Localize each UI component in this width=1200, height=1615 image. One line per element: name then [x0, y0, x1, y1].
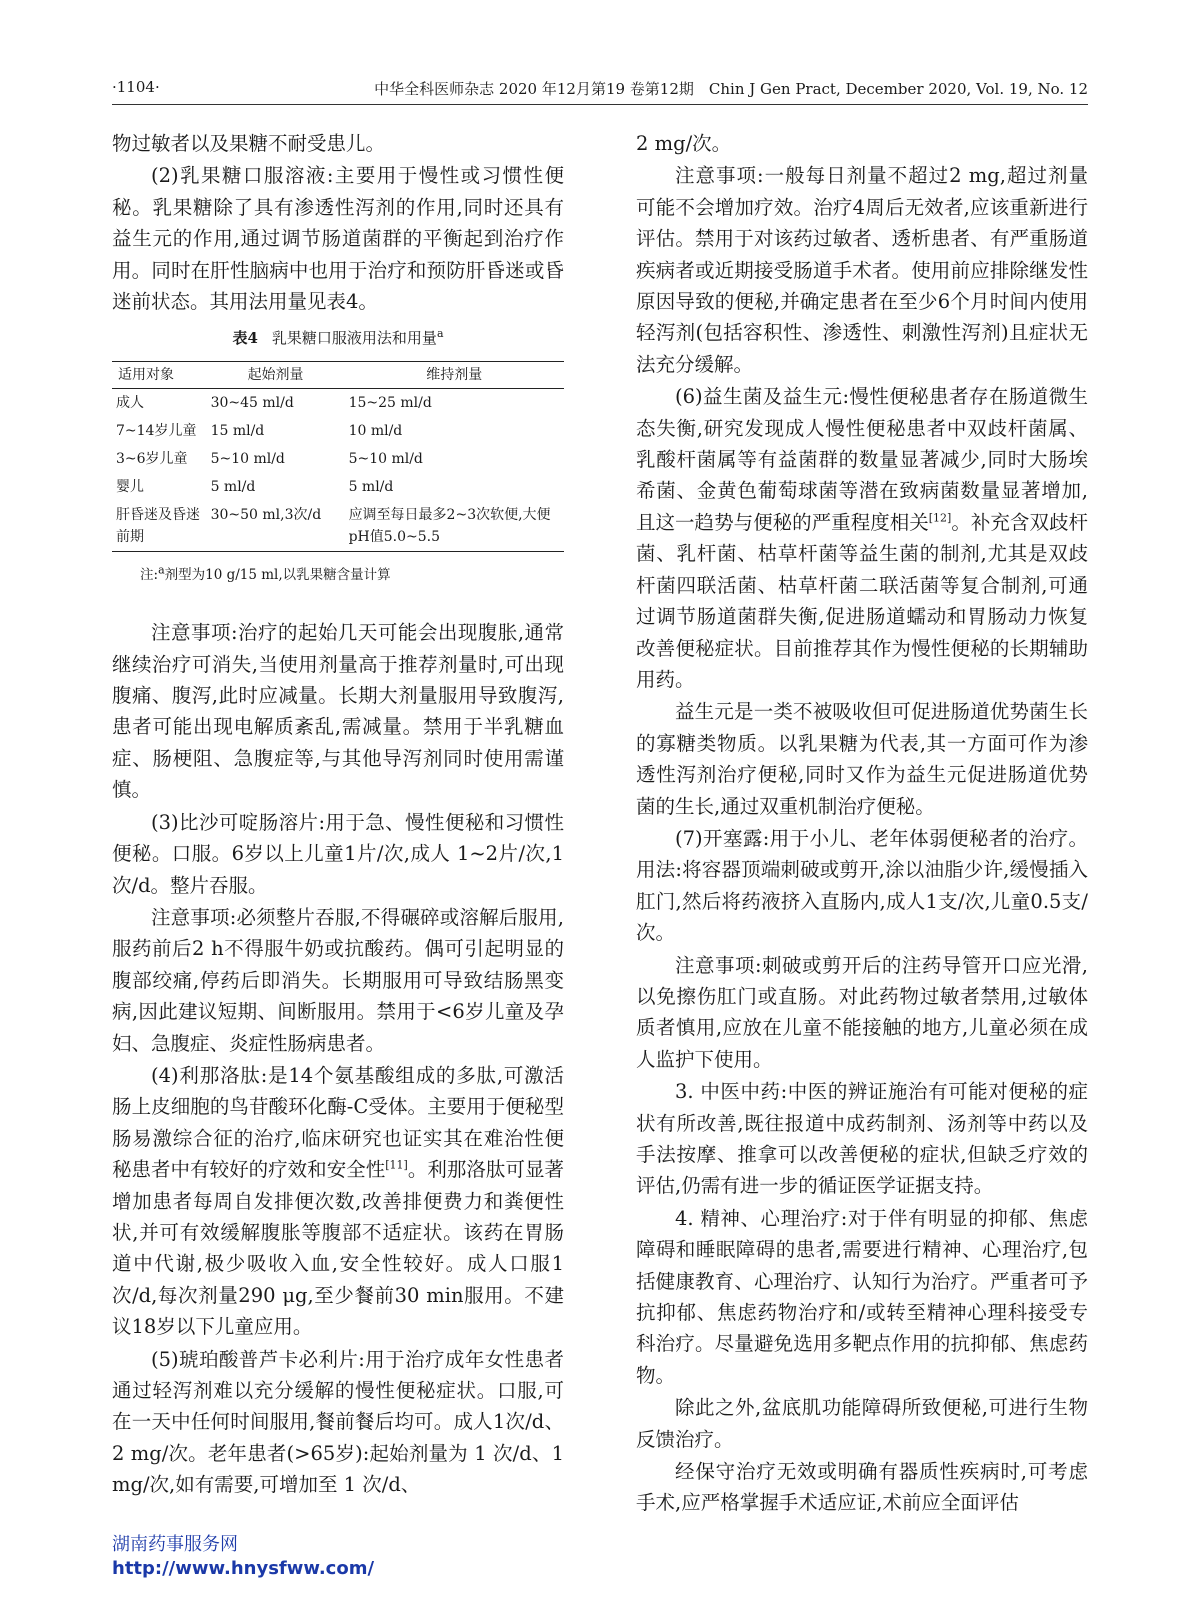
table-cell: 5 ml/d: [348, 478, 394, 495]
paragraph: [636, 381, 1088, 695]
citation-ref[interactable]: [11]: [385, 1158, 408, 1172]
paragraph: 2 mg/次。: [636, 132, 732, 155]
table-cell: 10 ml/d: [348, 422, 403, 439]
table-cell: 5~10 ml/d: [348, 450, 423, 467]
dosage-table: [112, 361, 564, 552]
footnote-mark: a: [436, 327, 444, 341]
site-watermark: [112, 1533, 374, 1581]
note-prefix: 注:: [140, 566, 159, 583]
paragraph: 注意事项:刺破或剪开后的注药导管开口应光滑,以免擦伤肛门或直肠。对此药物过敏者禁用,过敏体质者慎用,应放在儿童不能接触的地方,儿童必须在成人监护下使用。: [636, 953, 1088, 1071]
watermark-site-name: 湖南药事服务网: [112, 1534, 238, 1555]
paragraph: (7)开塞露:用于小儿、老年体弱便秘者的治疗。用法:将容器顶端刺破或剪开,涂以油脂少许,缓慢插入肛门,然后将药液挤入直肠内,成人1支/次,儿童0.5支/次。: [636, 826, 1088, 945]
table-cell: 5 ml/d: [210, 478, 256, 495]
column-header: 维持剂量: [345, 361, 564, 388]
table-row: [112, 417, 564, 445]
table-cell: 5~10 ml/d: [210, 450, 285, 467]
paragraph: (2)乳果糖口服溶液:主要用于慢性或习惯性便秘。乳果糖除了具有渗透性泻剂的作用,同时还具有益生元的作用,通过调节肠道菌群的平衡起到治疗作用。同时在肝性脑病中也用于治疗和预防肝昏迷或昏迷前状态。其用法用量见表4。: [112, 164, 564, 314]
table-row: [112, 445, 564, 473]
footnote-mark: a: [158, 563, 165, 577]
table-4: [112, 323, 564, 591]
table-cell: 婴儿: [116, 478, 144, 495]
paragraph: 注意事项:必须整片吞服,不得碾碎或溶解后服用,服药前后2 h不得服牛奶或抗酸药。偶可引起明显的腹部绞痛,停药后即消失。长期服用可导致结肠黑变病,因此建议短期、间断服用。禁用于<6岁儿童及孕妇、急腹症、炎症性肠病患者。: [112, 905, 564, 1055]
table-row: [112, 388, 564, 417]
paragraph: 3. 中医中药:中医的辨证施治有可能对便秘的症状有所改善,既往报道中成药制剂、汤剂等中药以及手法按摩、推拿可以改善便秘的症状,但缺乏疗效的评估,仍需有进一步的循证医学证据支持。: [636, 1080, 1088, 1198]
table-cell: 15 ml/d: [210, 422, 265, 439]
table-row: [112, 501, 564, 552]
text-run: (6)益生菌及益生元:慢性便秘患者存在肠道微生态失衡,研究发现成人慢性便秘患者中双歧杆菌属、乳酸杆菌属等有益菌群的数量显著减少,同时大肠埃希菌、金黄色葡萄球菌等潜在致病菌数量显著增加,且这一趋势与便秘的严重程度相关: [636, 385, 1088, 534]
right-column: [636, 128, 1088, 1520]
journal-citation: 中华全科医师杂志 2020 年12月第19 卷第12期 Chin J Gen Pract, December 2020, Vol. 19, No. 12: [374, 80, 1088, 98]
note-text: 剂型为10 g/15 ml,以乳果糖含量计算: [164, 566, 391, 583]
table-cell: 应调至每日最多2~3次软便,大便pH值5.0~5.5: [345, 501, 564, 552]
table-label: 表4: [232, 329, 258, 348]
text-run: 。补充含双歧杆菌、乳杆菌、枯草杆菌等益生菌的制剂,尤其是双歧杆菌四联活菌、枯草杆菌二联活菌等复合制剂,可通过调节肠道菌群失衡,促进肠道蠕动和胃肠动力恢复改善便秘症状。目前推荐其作为慢性便秘的长期辅助用药。: [636, 510, 1088, 691]
table-cell: 成人: [116, 394, 144, 411]
citation-ref[interactable]: [12]: [928, 511, 952, 525]
paragraph: 益生元是一类不被吸收但可促进肠道优势菌生长的寡糖类物质。以乳果糖为代表,其一方面可作为渗透性泻剂治疗便秘,同时又作为益生元促进肠道优势菌的生长,通过双重机制治疗便秘。: [636, 700, 1088, 818]
paragraph: 4. 精神、心理治疗:对于伴有明显的抑郁、焦虑障碍和睡眠障碍的患者,需要进行精神、心理治疗,包括健康教育、心理治疗、认知行为治疗。严重者可予抗抑郁、焦虑药物治疗和/或转至精神心理科接受专科治疗。尽量避免选用多靶点作用的抗抑郁、焦虑药物。: [636, 1206, 1088, 1387]
table-title: 乳果糖口服液用法和用量: [271, 329, 437, 348]
paragraph: (3)比沙可啶肠溶片:用于急、慢性便秘和习惯性便秘。口服。6岁以上儿童1片/次,成人 1~2片/次,1次/d。整片吞服。: [112, 810, 564, 897]
table-cell: 30~50 ml,3次/d: [207, 501, 345, 552]
paragraph: 物过敏者以及果糖不耐受患儿。: [112, 132, 386, 155]
table-cell: 3~6岁儿童: [116, 450, 188, 467]
watermark-url-link[interactable]: http://www.hnysfww.com/: [112, 1558, 375, 1579]
running-header: [112, 74, 1088, 105]
column-header: 适用对象: [112, 361, 207, 388]
column-header: 起始剂量: [207, 361, 345, 388]
table-cell: 15~25 ml/d: [348, 394, 432, 411]
paragraph: (5)琥珀酸普芦卡必利片:用于治疗成年女性患者通过轻泻剂难以充分缓解的慢性便秘症状。口服,可在一天中任何时间服用,餐前餐后均可。成人1次/d、2 mg/次。老年患者(>65岁):起始剂量为 1 次/d、1 mg/次,如有需要,可增加至 1 次/d、: [112, 1347, 564, 1497]
table-footnote: [140, 560, 564, 591]
left-column: [112, 128, 564, 1502]
table-cell: 30~45 ml/d: [210, 394, 294, 411]
page-number: ·1104·: [112, 78, 160, 96]
paragraph: 经保守治疗无效或明确有器质性疾病时,可考虑手术,应严格掌握手术适应证,术前应全面评估: [636, 1460, 1088, 1515]
paragraph: 除此之外,盆底肌功能障碍所致便秘,可进行生物反馈治疗。: [636, 1396, 1088, 1451]
table-cell: 7~14岁儿童: [116, 422, 197, 439]
text-run: (4)利那洛肽:是14个氨基酸组成的多肽,可激活肠上皮细胞的鸟苷酸环化酶-C受体。主要用于便秘型肠易激综合征的治疗,临床研究也证实其在难治性便秘患者中有较好的疗效和安全性: [112, 1063, 564, 1182]
paragraph: [112, 1060, 564, 1343]
paragraph: 注意事项:治疗的起始几天可能会出现腹胀,通常继续治疗可消失,当使用剂量高于推荐剂量时,可出现腹痛、腹泻,此时应减量。长期大剂量服用导致腹泻,患者可能出现电解质紊乱,需减量。禁用于半乳糖血症、肠梗阻、急腹症等,与其他导泻剂同时使用需谨慎。: [112, 621, 564, 802]
table-cell: 肝昏迷及昏迷前期: [112, 501, 207, 552]
table-caption: [112, 323, 564, 354]
paragraph: 注意事项:一般每日剂量不超过2 mg,超过剂量可能不会增加疗效。治疗4周后无效者,应该重新进行评估。禁用于对该药过敏者、透析患者、有严重肠道疾病者或近期接受肠道手术者。使用前应排除继发性原因导致的便秘,并确定患者在至少6个月时间内使用轻泻剂(包括容积性、渗透性、刺激性泻剂)且症状无法充分缓解。: [636, 164, 1088, 376]
table-header-row: [112, 361, 564, 388]
table-row: [112, 473, 564, 501]
text-run: 。利那洛肽可显著增加患者每周自发排便次数,改善排便费力和粪便性状,并可有效缓解腹胀等腹部不适症状。该药在胃肠道中代谢,极少吸收入血,安全性较好。成人口服1次/d,每次剂量290 μg,至少餐前30 min服用。不建议18岁以下儿童应用。: [112, 1158, 564, 1339]
